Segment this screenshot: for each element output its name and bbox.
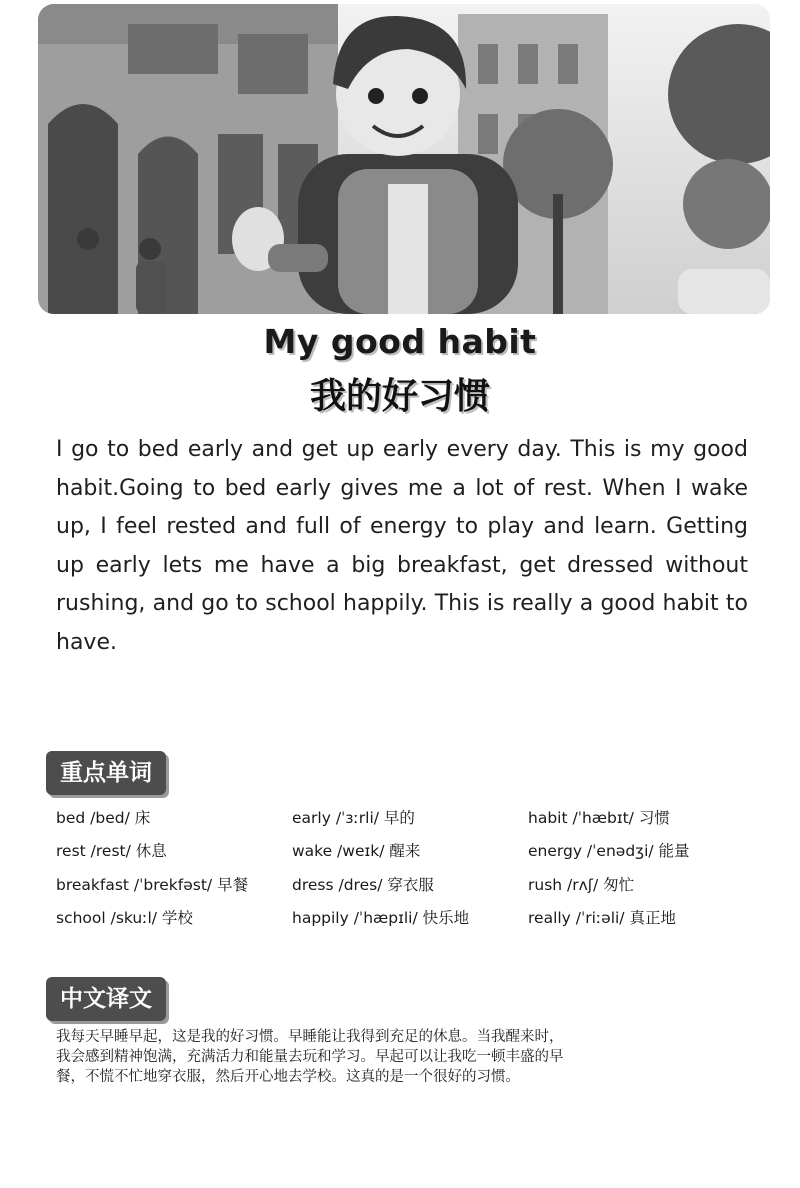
boy-waving-on-street-illustration [38, 4, 770, 314]
vocab-item: wake /weɪk/ 醒来 [292, 842, 421, 861]
reading-passage: I go to bed early and get up early every day. This is my good habit.Going to bed early gives me a lot of rest. When I wake up, I feel rested and full of energy to play and learn. Getting up early lets me have a big breakfast, get dressed without rushing, and go to school happily. This is really a good habit to have. [56, 437, 748, 655]
vocab-item: really /ˈriːəli/ 真正地 [528, 908, 676, 927]
hero-illustration [38, 4, 770, 314]
vocabulary-grid [56, 805, 756, 938]
vocab-item: rest /rest/ 休息 [56, 842, 167, 861]
vocab-item: dress /dres/ 穿衣服 [292, 875, 434, 894]
vocab-item: habit /ˈhæbɪt/ 习惯 [528, 809, 670, 827]
translation-line: 我每天早睡早起，这是我的好习惯。早睡能让我得到充足的休息。当我醒来时， [56, 1029, 564, 1045]
translation-line: 餐，不慌不忙地穿衣服，然后开心地去学校。这真的是一个很好的习惯。 [56, 1069, 520, 1085]
vocab-item: school /skuːl/ 学校 [56, 908, 193, 927]
chinese-translation [56, 1027, 656, 1087]
vocabulary-heading: 重点单词 [46, 751, 166, 795]
vocab-item: breakfast /ˈbrekfəst/ 早餐 [56, 875, 249, 894]
title-english: My good habit [263, 322, 537, 361]
vocab-item: bed /bed/ 床 [56, 809, 151, 827]
vocab-item: early /ˈɜːrli/ 早的 [292, 809, 415, 827]
title-chinese: 我的好习惯 [309, 376, 490, 417]
translation-line: 我会感到精神饱满，充满活力和能量去玩和学习。早起可以让我吃一顿丰盛的早 [56, 1049, 564, 1065]
translation-heading: 中文译文 [46, 977, 166, 1021]
vocab-item: happily /ˈhæpɪli/ 快乐地 [292, 908, 470, 927]
vocab-item: energy /ˈenədʒi/ 能量 [528, 842, 690, 861]
vocab-item: rush /rʌʃ/ 匆忙 [528, 875, 635, 894]
